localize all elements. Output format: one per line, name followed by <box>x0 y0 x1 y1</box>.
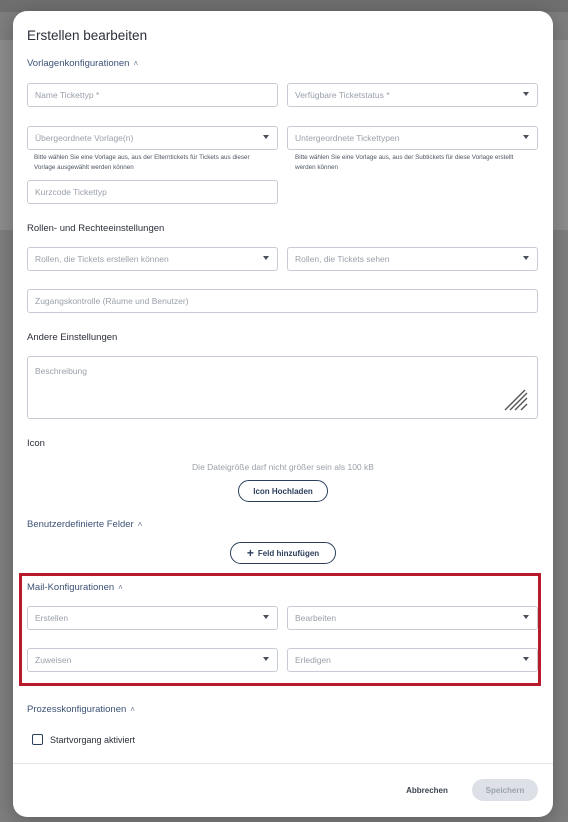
child-types-helper: Bitte wählen Sie eine Vorlage aus, aus der Subtickets für diese Vorlage erstellt werden können <box>295 154 514 171</box>
parent-template-helper: Bitte wählen Sie eine Vorlage aus, aus der Elterntickets für Tickets aus dieser Vorlage ausgewählt werden können <box>34 154 250 171</box>
chevron-down-icon <box>523 92 529 96</box>
section-process-config-label: Prozesskonfigurationen <box>27 704 127 715</box>
mail-edit-placeholder: Bearbeiten <box>295 613 337 623</box>
chevron-down-icon <box>263 135 269 139</box>
section-icon: Icon <box>27 438 45 449</box>
section-mail-config[interactable] <box>27 582 123 593</box>
section-other: Andere Einstellungen <box>27 332 118 343</box>
shortcode-placeholder: Kurzcode Tickettyp <box>35 187 107 197</box>
chevron-down-icon <box>263 657 269 661</box>
chevron-up-icon[interactable]: ˄ <box>118 583 123 592</box>
section-template-config-label: Vorlagenkonfigurationen <box>27 58 130 69</box>
access-control-input[interactable] <box>27 289 538 313</box>
cancel-button[interactable]: Abbrechen <box>406 785 448 795</box>
section-custom-fields[interactable] <box>27 519 142 530</box>
footer-divider <box>13 763 553 764</box>
access-control-placeholder: Zugangskontrolle (Räume und Benutzer) <box>35 296 189 306</box>
child-types-placeholder: Untergeordnete Tickettypen <box>295 133 400 143</box>
section-process-config[interactable] <box>27 704 135 715</box>
chevron-up-icon[interactable]: ˄ <box>130 705 135 714</box>
parent-template-select[interactable] <box>27 126 278 150</box>
start-process-label: Startvorgang aktiviert <box>50 734 136 745</box>
resize-handle-icon[interactable] <box>503 388 529 412</box>
chevron-down-icon <box>523 657 529 661</box>
add-field-button[interactable] <box>230 542 336 564</box>
roles-view-placeholder: Rollen, die Tickets sehen <box>295 254 390 264</box>
section-template-config[interactable] <box>27 58 138 69</box>
mail-create-placeholder: Erstellen <box>35 613 69 623</box>
ticket-type-name-placeholder: Name Tickettyp * <box>35 90 100 100</box>
mail-done-select[interactable] <box>287 648 538 672</box>
upload-icon-button[interactable] <box>238 480 328 502</box>
chevron-down-icon <box>523 256 529 260</box>
ticket-type-name-input[interactable] <box>27 83 278 107</box>
section-roles: Rollen- und Rechteeinstellungen <box>27 223 165 234</box>
parent-template-placeholder: Übergeordnete Vorlage(n) <box>35 133 134 143</box>
mail-edit-select[interactable] <box>287 606 538 630</box>
start-process-row[interactable] <box>32 734 135 745</box>
description-placeholder: Beschreibung <box>35 366 87 376</box>
save-button[interactable]: Speichern <box>472 779 538 801</box>
available-status-select[interactable] <box>287 83 538 107</box>
mail-assign-placeholder: Zuweisen <box>35 655 72 665</box>
mail-done-placeholder: Erledigen <box>295 655 331 665</box>
available-status-placeholder: Verfügbare Ticketstatus * <box>295 90 390 100</box>
chevron-up-icon[interactable]: ˄ <box>133 59 139 68</box>
add-field-label: Feld hinzufügen <box>257 548 320 558</box>
section-custom-fields-label: Benutzerdefinierte Felder <box>27 519 134 530</box>
description-textarea[interactable] <box>27 356 538 419</box>
roles-create-placeholder: Rollen, die Tickets erstellen können <box>35 254 169 264</box>
icon-size-info: Die Dateigröße darf nicht größer sein als 100 kB <box>192 462 374 472</box>
section-mail-config-label: Mail-Konfigurationen <box>27 582 115 593</box>
start-process-checkbox[interactable] <box>32 734 43 745</box>
roles-view-select[interactable] <box>287 247 538 271</box>
chevron-down-icon <box>263 256 269 260</box>
chevron-down-icon <box>523 615 529 619</box>
chevron-down-icon <box>523 135 529 139</box>
chevron-down-icon <box>263 615 269 619</box>
plus-icon: + <box>246 546 254 560</box>
chevron-up-icon[interactable]: ˄ <box>137 520 143 529</box>
child-types-select[interactable] <box>287 126 538 150</box>
dialog-title: Erstellen bearbeiten <box>27 28 148 43</box>
edit-dialog <box>13 11 553 817</box>
roles-create-select[interactable] <box>27 247 278 271</box>
mail-create-select[interactable] <box>27 606 278 630</box>
shortcode-input[interactable] <box>27 180 278 204</box>
mail-assign-select[interactable] <box>27 648 278 672</box>
upload-icon-label: Icon Hochladen <box>253 486 313 496</box>
